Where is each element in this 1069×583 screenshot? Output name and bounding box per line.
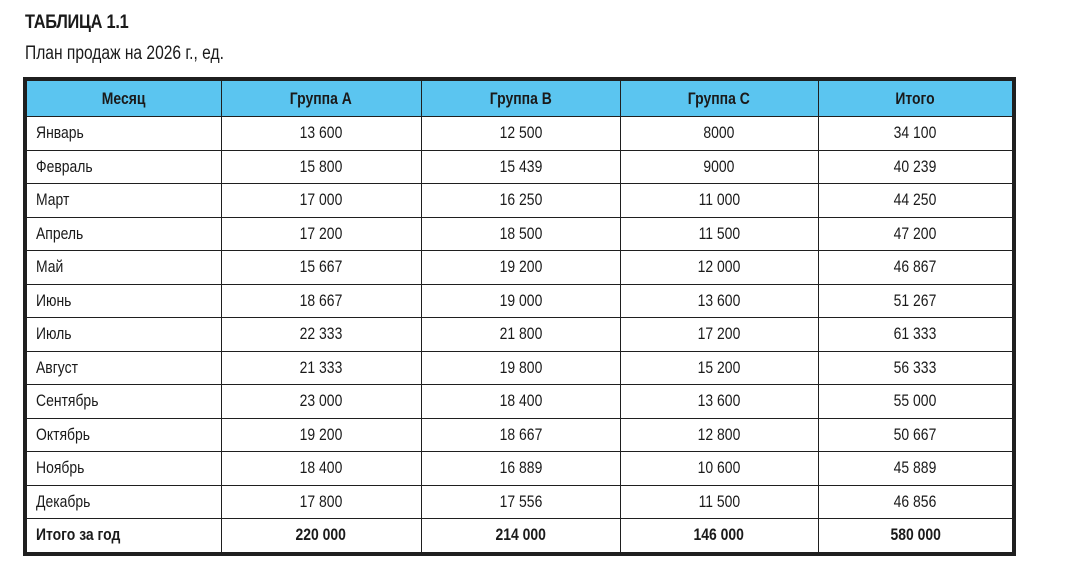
table-row: [27, 150, 1012, 184]
column-header-group-c: Группа C: [620, 81, 818, 117]
total-cell: 50 667: [818, 418, 1012, 452]
table-row: [27, 485, 1012, 519]
sales-plan-table: [27, 81, 1012, 552]
group-b-cell: 12 500: [421, 117, 620, 151]
table-row: [27, 184, 1012, 218]
group-b-cell: 16 889: [421, 452, 620, 486]
group-c-cell: 146 000: [620, 519, 818, 552]
table-row: [27, 452, 1012, 486]
total-cell: 46 867: [818, 251, 1012, 285]
group-b-cell: 19 000: [421, 284, 620, 318]
group-c-cell: 17 200: [620, 318, 818, 352]
group-c-cell: 8000: [620, 117, 818, 151]
group-c-cell: 11 000: [620, 184, 818, 218]
total-cell: 51 267: [818, 284, 1012, 318]
month-cell: Сентябрь: [27, 385, 221, 419]
month-cell: Март: [27, 184, 221, 218]
total-cell: 56 333: [818, 351, 1012, 385]
group-c-cell: 12 800: [620, 418, 818, 452]
group-a-cell: 19 200: [221, 418, 421, 452]
group-a-cell: 17 000: [221, 184, 421, 218]
group-b-cell: 18 400: [421, 385, 620, 419]
month-cell: Итого за год: [27, 519, 221, 552]
total-cell: 55 000: [818, 385, 1012, 419]
group-c-cell: 13 600: [620, 385, 818, 419]
group-c-cell: 13 600: [620, 284, 818, 318]
table-header-row: [27, 81, 1012, 117]
group-b-cell: 18 667: [421, 418, 620, 452]
month-cell: Январь: [27, 117, 221, 151]
group-b-cell: 21 800: [421, 318, 620, 352]
table-row: [27, 117, 1012, 151]
group-c-cell: 12 000: [620, 251, 818, 285]
table-row: [27, 217, 1012, 251]
total-cell: 44 250: [818, 184, 1012, 218]
group-a-cell: 17 800: [221, 485, 421, 519]
month-cell: Ноябрь: [27, 452, 221, 486]
column-header-group-a: Группа A: [221, 81, 421, 117]
group-a-cell: 220 000: [221, 519, 421, 552]
group-a-cell: 15 800: [221, 150, 421, 184]
total-cell: 580 000: [818, 519, 1012, 552]
group-b-cell: 19 200: [421, 251, 620, 285]
month-cell: Октябрь: [27, 418, 221, 452]
total-cell: 40 239: [818, 150, 1012, 184]
group-b-cell: 19 800: [421, 351, 620, 385]
table-caption-title: ТАБЛИЦА 1.1: [25, 12, 129, 33]
group-b-cell: 17 556: [421, 485, 620, 519]
group-c-cell: 11 500: [620, 485, 818, 519]
table-row: [27, 318, 1012, 352]
month-cell: Апрель: [27, 217, 221, 251]
table-total-row: [27, 519, 1012, 552]
month-cell: Февраль: [27, 150, 221, 184]
month-cell: Июнь: [27, 284, 221, 318]
group-a-cell: 18 667: [221, 284, 421, 318]
total-cell: 47 200: [818, 217, 1012, 251]
sales-plan-table-frame: [23, 77, 1016, 556]
column-header-month: Месяц: [27, 81, 221, 117]
group-a-cell: 21 333: [221, 351, 421, 385]
table-row: [27, 284, 1012, 318]
table-row: [27, 385, 1012, 419]
table-caption-subtitle: План продаж на 2026 г., ед.: [25, 43, 224, 64]
total-cell: 34 100: [818, 117, 1012, 151]
group-b-cell: 16 250: [421, 184, 620, 218]
group-c-cell: 15 200: [620, 351, 818, 385]
total-cell: 46 856: [818, 485, 1012, 519]
group-c-cell: 11 500: [620, 217, 818, 251]
month-cell: Май: [27, 251, 221, 285]
group-c-cell: 10 600: [620, 452, 818, 486]
total-cell: 61 333: [818, 318, 1012, 352]
month-cell: Декабрь: [27, 485, 221, 519]
column-header-total: Итого: [818, 81, 1012, 117]
group-a-cell: 23 000: [221, 385, 421, 419]
table-row: [27, 351, 1012, 385]
month-cell: Июль: [27, 318, 221, 352]
total-cell: 45 889: [818, 452, 1012, 486]
group-c-cell: 9000: [620, 150, 818, 184]
group-b-cell: 18 500: [421, 217, 620, 251]
group-a-cell: 13 600: [221, 117, 421, 151]
group-a-cell: 17 200: [221, 217, 421, 251]
table-row: [27, 251, 1012, 285]
column-header-group-b: Группа B: [421, 81, 620, 117]
group-b-cell: 15 439: [421, 150, 620, 184]
month-cell: Август: [27, 351, 221, 385]
table-row: [27, 418, 1012, 452]
group-b-cell: 214 000: [421, 519, 620, 552]
group-a-cell: 22 333: [221, 318, 421, 352]
group-a-cell: 15 667: [221, 251, 421, 285]
group-a-cell: 18 400: [221, 452, 421, 486]
